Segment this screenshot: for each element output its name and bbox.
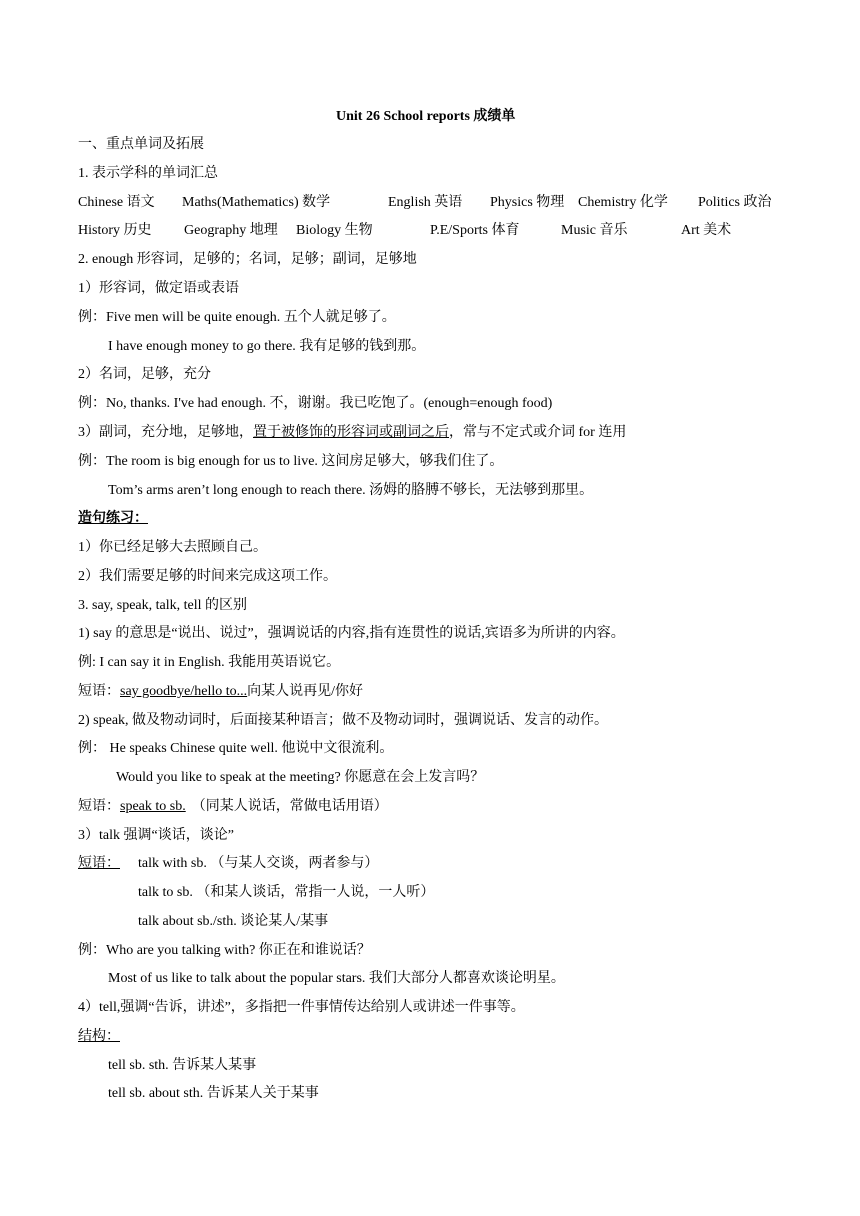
subject-art: Art 美术 [681, 223, 732, 238]
phrase: talk about sb./sth. 谈论某人/某事 [138, 914, 329, 929]
subject-physics: Physics 物理 [490, 195, 565, 210]
subject-chinese: Chinese 语文 [78, 195, 155, 210]
subject-maths: Maths(Mathematics) 数学 [182, 195, 331, 210]
page-title: Unit 26 School reports 成绩单 [336, 109, 516, 124]
sub-point-text: ，常与不定式或介词 for 连用 [449, 425, 627, 440]
example-sentence: 例：The room is big enough for us to live. 这间房足够大，够我们住了。 [78, 454, 504, 469]
sub-point: 2）名词，足够，充分 [78, 367, 211, 382]
subject-geography: Geography 地理 [184, 223, 278, 238]
phrase-line [78, 798, 388, 816]
phrase-label: 短语： [78, 684, 120, 699]
example-sentence: Would you like to speak at the meeting? 你愿意在会上发言吗？ [116, 770, 485, 785]
underlined-note: 置于被修饰的形容词或副词之后 [253, 425, 449, 440]
sub-point: 1) say 的意思是“说出、说过”，强调说话的内容,指有连贯性的说话,宾语多为所讲的内容。 [78, 626, 625, 641]
phrase-label: 短语： [78, 856, 120, 871]
example-sentence: Most of us like to talk about the popular stars. 我们大部分人都喜欢谈论明星。 [108, 971, 565, 986]
example-sentence: 例：Five men will be quite enough. 五个人就足够了。 [78, 310, 396, 325]
sub-point: 2) speak, 做及物动词时，后面接某种语言；做不及物动词时，强调说话、发言的动作。 [78, 713, 609, 728]
phrase-translation: （同某人说话，常做电话用语） [191, 799, 388, 814]
phrase-label: 短语： [78, 799, 120, 814]
phrase: speak to sb. [120, 799, 186, 814]
subject-chemistry: Chemistry 化学 [578, 195, 668, 210]
subject-politics: Politics 政治 [698, 195, 772, 210]
sub-point: 1）形容词，做定语或表语 [78, 281, 239, 296]
point-heading: 3. say, speak, talk, tell 的区别 [78, 598, 248, 613]
structure-item: tell sb. about sth. 告诉某人关于某事 [108, 1086, 319, 1101]
subject-biology: Biology 生物 [296, 223, 373, 238]
subject-english: English 英语 [388, 195, 463, 210]
example-sentence: 例: I can say it in English. 我能用英语说它。 [78, 655, 341, 670]
example-sentence: 例：No, thanks. I've had enough. 不，谢谢。我已吃饱了。(enough=enough food) [78, 396, 553, 411]
point-heading: 1. 表示学科的单词汇总 [78, 166, 218, 181]
sub-point: 4）tell,强调“告诉，讲述”，多指把一件事情传达给别人或讲述一件事等。 [78, 1000, 525, 1015]
phrase: say goodbye/hello to... [120, 684, 248, 699]
example-sentence: 例： He speaks Chinese quite well. 他说中文很流利。 [78, 741, 394, 756]
sub-point-text: 3）副词，充分地，足够地， [78, 425, 253, 440]
practice-item: 2）我们需要足够的时间来完成这项工作。 [78, 569, 337, 584]
section-heading: 一、重点单词及拓展 [78, 137, 204, 152]
phrase: talk to sb. （和某人谈话，常指一人说，一人听） [138, 885, 435, 900]
phrase: talk with sb. （与某人交谈，两者参与） [138, 856, 379, 871]
structure-label: 结构： [78, 1029, 120, 1044]
subject-history: History 历史 [78, 223, 152, 238]
point-heading: 2. enough 形容词，足够的；名词，足够；副词，足够地 [78, 252, 417, 267]
subject-pe: P.E/Sports 体育 [430, 223, 520, 238]
example-sentence: I have enough money to go there. 我有足够的钱到那。 [108, 339, 426, 354]
example-sentence: 例：Who are you talking with? 你正在和谁说话？ [78, 943, 371, 958]
practice-heading: 造句练习： [78, 511, 148, 526]
phrase-line [78, 683, 363, 701]
example-sentence: Tom’s arms aren’t long enough to reach there. 汤姆的胳膊不够长，无法够到那里。 [108, 483, 594, 498]
sub-point: 3）talk 强调“谈话，谈论” [78, 828, 234, 843]
phrase-translation: 向某人说再见/你好 [247, 684, 364, 699]
sub-point [78, 424, 626, 442]
structure-item: tell sb. sth. 告诉某人某事 [108, 1058, 257, 1073]
practice-item: 1）你已经足够大去照顾自己。 [78, 540, 267, 555]
subject-music: Music 音乐 [561, 223, 628, 238]
